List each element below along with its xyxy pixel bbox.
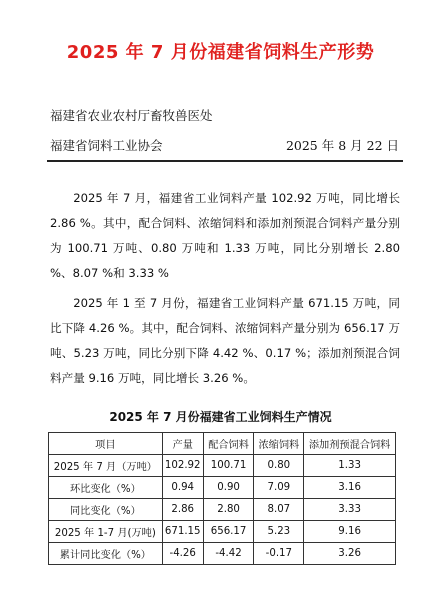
cell-value: 8.07 (254, 499, 304, 521)
header-divider (47, 160, 403, 162)
cell-value: 0.90 (203, 477, 254, 499)
document-title: 2025 年 7 月份福建省饲料生产形势 (66, 42, 375, 63)
cell-value: 9.16 (304, 521, 396, 543)
header-item: 项目 (49, 433, 163, 455)
row-label: 同比变化（%） (49, 499, 163, 521)
paragraph-cumulative-summary: 2025 年 1 至 7 月份，福建省工业饲料产量 671.15 万吨，同比下降 4.26 %。其中，配合饲料、浓缩饲料产量分别为 656.17 万吨、5.23 万吨，同比分别下降 4.42 %、0.17 %；添加剂预混合饲料产量 9.16 万吨，同比增长 3.26 %。 (50, 296, 400, 385)
cell-value: -0.17 (254, 543, 304, 565)
table-row (49, 499, 396, 521)
table-row (49, 521, 396, 543)
issuing-association: 福建省饲料工业协会 (50, 138, 163, 153)
table-title: 2025 年 7 月份福建省工业饲料生产情况 (109, 410, 332, 424)
cell-value: 1.33 (304, 455, 396, 477)
feed-production-table (48, 432, 396, 565)
cell-value: 7.09 (254, 477, 304, 499)
cell-value: 102.92 (162, 455, 203, 477)
cell-value: -4.42 (203, 543, 254, 565)
publish-date: 2025 年 8 月 22 日 (285, 138, 399, 153)
table-row (49, 477, 396, 499)
cell-value: 3.16 (304, 477, 396, 499)
cell-value: 100.71 (203, 455, 254, 477)
table-header-row (49, 433, 396, 455)
cell-value: 2.80 (203, 499, 254, 521)
issuing-department: 福建省农业农村厅畜牧兽医处 (50, 108, 213, 123)
header-concentrate-feed: 浓缩饲料 (254, 433, 304, 455)
cell-value: 0.94 (162, 477, 203, 499)
paragraph-monthly-summary: 2025 年 7 月，福建省工业饲料产量 102.92 万吨，同比增长 2.86 %。其中，配合饲料、浓缩饲料和添加剂预混合饲料产量分别为 100.71 万吨、0.80 万吨和 1.33 万吨，同比分别增长 2.80 %、8.07 %和 3.33 % (50, 191, 400, 280)
cell-value: 3.33 (304, 499, 396, 521)
table-row (49, 543, 396, 565)
cell-value: 656.17 (203, 521, 254, 543)
row-label: 环比变化（%） (49, 477, 163, 499)
cell-value: 3.26 (304, 543, 396, 565)
row-label: 2025 年 7 月（万吨） (49, 455, 163, 477)
cell-value: 5.23 (254, 521, 304, 543)
row-label: 2025 年 1-7 月(万吨) (49, 521, 163, 543)
cell-value: 2.86 (162, 499, 203, 521)
header-compound-feed: 配合饲料 (203, 433, 254, 455)
cell-value: -4.26 (162, 543, 203, 565)
header-output: 产量 (162, 433, 203, 455)
header-premix-feed: 添加剂预混合饲料 (304, 433, 396, 455)
table-row (49, 455, 396, 477)
cell-value: 0.80 (254, 455, 304, 477)
cell-value: 671.15 (162, 521, 203, 543)
row-label: 累计同比变化（%） (49, 543, 163, 565)
